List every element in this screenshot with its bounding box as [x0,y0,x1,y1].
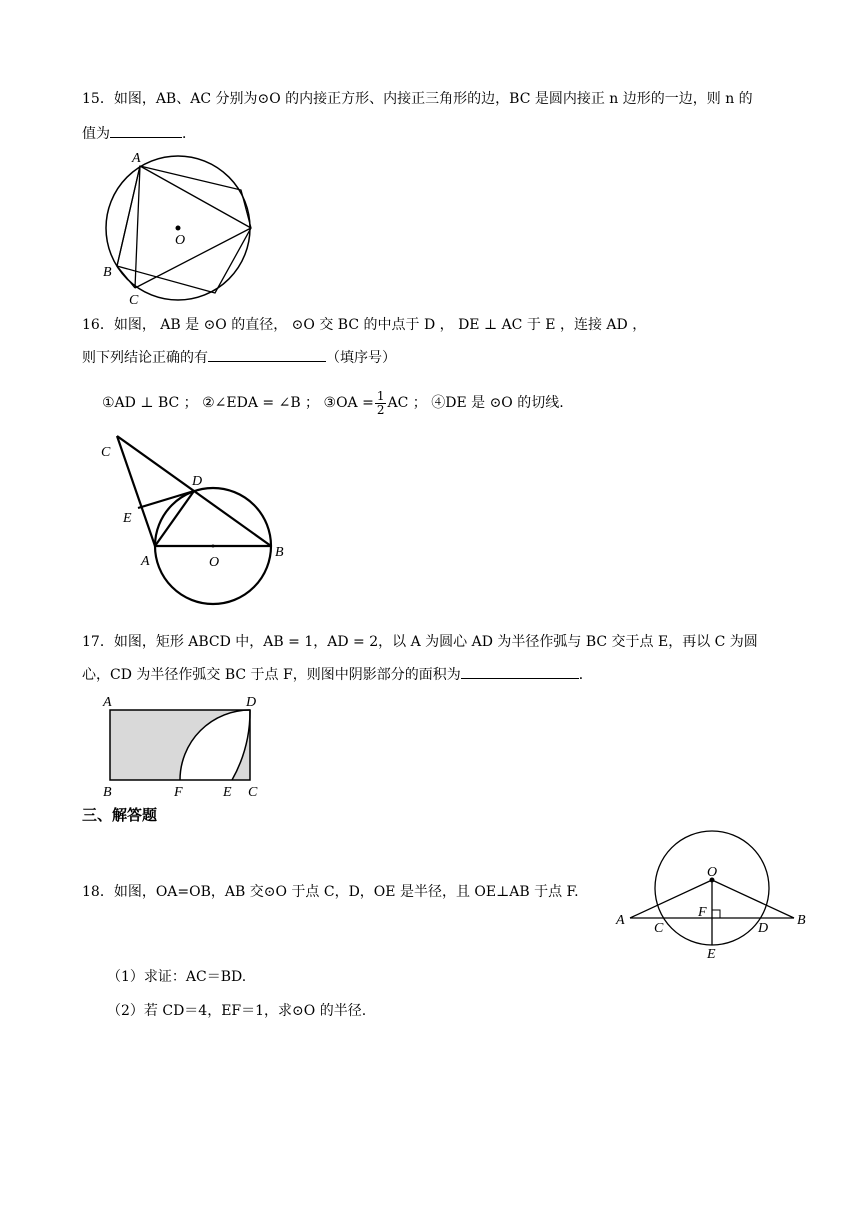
q16-line-ac [117,436,155,546]
q18-line-ob [712,880,794,918]
q18-right-angle-mark [712,910,720,918]
q17-label-c: C [248,785,258,800]
q15-line1: 15．如图，AB、AC 分别为⊙O 的内接正方形、内接正三角形的边，BC 是圆内接正 n 边形的一边，则 n 的 [82,91,753,107]
q18-label-o: O [707,865,718,880]
q15-line2 [82,123,196,144]
q15-line-ad [140,166,251,228]
q17-line1: 17．如图，矩形 ABCD 中，AB = 1，AD = 2，以 A 为圆心 AD 为半径作弧与 BC 交于点 E，再以 C 为圆 [82,634,758,650]
q18-figure [612,830,812,965]
q17-line2 [82,664,593,685]
q16-option-1: ①AD ⊥ BC ； [102,395,198,411]
section-title: 三、解答题 [82,806,158,824]
q18-label-a: A [616,913,625,928]
q16-fraction-den: 2 [376,402,385,417]
q15-line-dc [135,228,251,288]
q17-label-d: D [246,695,257,710]
q17-label-f: F [174,785,183,800]
q16-line2-suffix: （填序号） [326,350,396,366]
q16-line2 [82,347,396,368]
q16-label-c: C [101,445,111,460]
q16-option-3-prefix: ③OA = [323,395,374,411]
q16-options [102,388,564,418]
q16-label-a: A [141,554,150,569]
q16-center-dot [212,545,215,548]
q17-label-a: A [103,695,112,710]
q17-label-b: B [103,785,112,800]
q16-option-2: ②∠EDA = ∠B ； [202,395,320,411]
q18-label-c: C [654,921,664,936]
q18-label-f: F [698,905,707,920]
q17-label-e: E [223,785,232,800]
q18-part1: （1）求证：AC＝BD. [107,969,247,985]
q17-line2-prefix: 心，CD 为半径作弧交 BC 于点 F，则图中阴影部分的面积为 [82,667,461,683]
q18-line1: 18．如图，OA=OB，AB 交⊙O 于点 C，D，OE 是半径，且 OE⊥AB 于点 F. [82,884,579,900]
q15-center-dot [176,226,181,231]
q16-option-4: ④DE 是 ⊙O 的切线. [431,395,564,411]
q16-label-e: E [123,511,132,526]
q15-label-o: O [175,233,186,248]
q16-label-d: D [192,474,203,489]
q15-answer-blank[interactable] [110,123,182,138]
q16-answer-blank[interactable] [208,347,326,362]
q16-option-3-suffix: AC ； [387,395,427,411]
q17-line2-suffix: ． [578,667,593,683]
q17-shade-right [232,722,250,780]
q15-line2-prefix: 值为 [82,126,110,142]
q16-fraction [375,390,387,417]
q15-label-a: A [132,151,141,166]
q15-line2-suffix: ． [182,126,196,142]
q15-label-c: C [129,293,139,308]
q16-line2-prefix: 则下列结论正确的有 [82,350,208,366]
q18-part2: （2）若 CD＝4，EF＝1，求⊙O 的半径. [107,1003,367,1019]
q16-line1: 16．如图， AB 是 ⊙O 的直径， ⊙O 交 BC 的中点于 D ， DE ⊥ AC 于 E ，连接 AD ， [82,317,647,333]
q17-figure [95,692,275,804]
q15-figure [95,148,265,308]
q16-fraction-num: 1 [376,388,385,403]
q15-label-b: B [103,265,112,280]
q18-label-e: E [707,947,716,962]
q16-figure [95,428,305,613]
q16-label-b: B [275,545,284,560]
q16-label-o: O [209,555,220,570]
q18-label-d: D [758,921,769,936]
q16-line-de [138,491,194,508]
q18-label-b: B [797,913,806,928]
q17-answer-blank[interactable] [461,664,579,679]
q16-option-3 [323,388,432,417]
q15-line-bc [117,266,135,288]
